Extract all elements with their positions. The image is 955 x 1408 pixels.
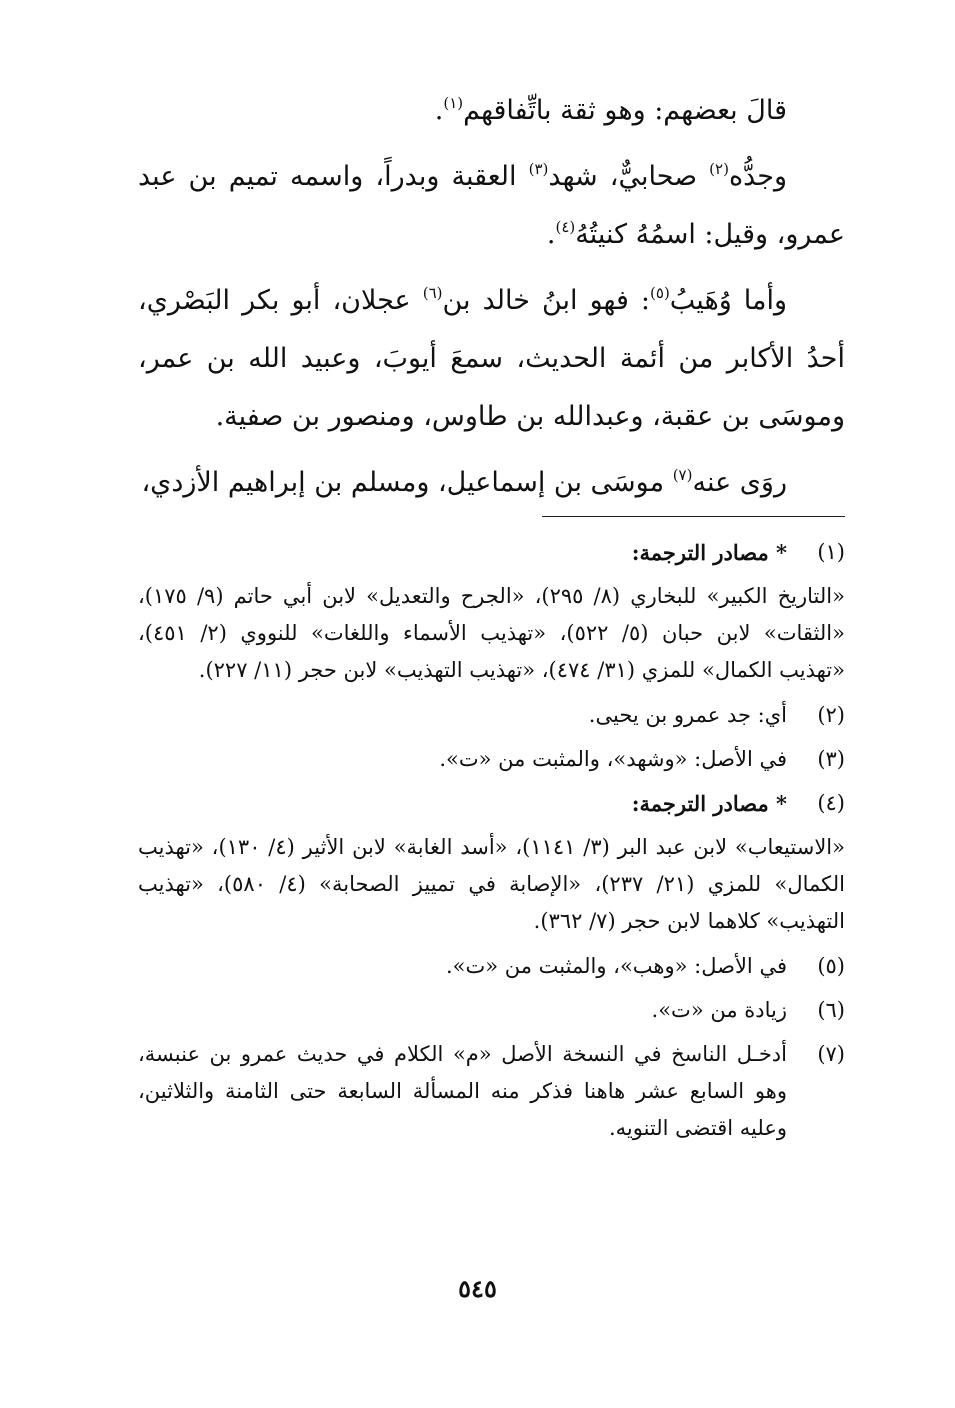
footnote-text: زيادة من «ت».: [651, 998, 787, 1022]
footnote-heading: * مصادر الترجمة:: [631, 791, 787, 816]
text-run: موسَى بن إسماعيل، ومسلم بن إبراهيم الأزدي،: [141, 467, 673, 498]
footnote-4: [138, 785, 845, 822]
text-run: .: [546, 219, 556, 250]
footnote-text: أي: جد عمرو بن يحيى.: [588, 703, 787, 727]
footnote-ref[interactable]: (٢): [709, 160, 729, 178]
text-run: العقبة وبدراً، واسمه تميم بن عبد عمرو، وقيل: اسمُهُ كنيتُهُ: [138, 161, 845, 250]
paragraph-1: [138, 82, 845, 140]
paragraph-2: [138, 148, 845, 264]
footnote-number: (٢): [817, 703, 845, 727]
paragraph-3: [138, 272, 845, 446]
text-run: .: [434, 95, 444, 126]
footnote-ref[interactable]: (١): [443, 94, 464, 112]
footnote-number: (٧): [817, 1042, 845, 1066]
main-text: [138, 82, 845, 520]
footnote-number: (١): [817, 540, 845, 564]
footnote-ref[interactable]: (٥): [650, 284, 670, 302]
footnote-2: [138, 697, 845, 734]
footnote-text: أدخـل الناسخ في النسخة الأصل «م» الكلام في حديث عمرو بن عنبسة، وهو السابع عشر هاهنا فذكر منه المسألة السابعة حتى الثامنة والثلاثين، وعليه اقتضى التنويه.: [138, 1042, 787, 1140]
footnote-5: [138, 948, 845, 985]
footnote-3: [138, 741, 845, 778]
footnote-separator: [542, 516, 845, 517]
text-run: وأما وُهَيبُ: [669, 285, 788, 316]
footnote-heading: * مصادر الترجمة:: [631, 540, 787, 565]
footnote-1: [138, 534, 845, 571]
footnote-1-sources: «التاريخ الكبير» للبخاري (٨/ ٢٩٥)، «الجرح والتعديل» لابن أبي حاتم (٩/ ١٧٥)، «الثقات» لابن حبان (٥/ ٥٢٢)، «تهذيب الأسماء واللغات» للنووي (٢/ ٤٥١)، «تهذيب الكمال» للمزي (٣١/ ٤٧٤)، «تهذيب التهذيب» لابن حجر (١١/ ٢٢٧).: [138, 584, 845, 682]
footnote-ref[interactable]: (٧): [672, 466, 693, 484]
text-run: روَى عنه: [692, 467, 787, 498]
paragraph-4: [138, 454, 845, 512]
page-number: ٥٤٥: [458, 1274, 497, 1303]
text-run: وجدُّه: [728, 161, 787, 192]
footnote-ref[interactable]: (٦): [422, 284, 443, 302]
text-run: قالَ بعضهم: وهو ثقة باتِّفاقهم: [463, 95, 787, 126]
footnote-7: [138, 1036, 845, 1147]
footnote-number: (٥): [817, 954, 845, 978]
footnote-ref[interactable]: (٣): [528, 160, 549, 178]
footnotes: [138, 534, 845, 1154]
footnote-number: (٣): [817, 747, 845, 771]
text-run: عجلان، أبو بكر البَصْري، أحدُ الأكابر من أئمة الحديث، سمعَ أيوبَ، وعبيد الله بن عمر، وموسَى بن عقبة، وعبدالله بن طاوس، ومنصور بن صفية.: [138, 285, 845, 432]
footnote-number: (٦): [817, 998, 845, 1022]
text-run: صحابيٌّ، شهد: [548, 161, 710, 192]
footnote-4-sources: «الاستيعاب» لابن عبد البر (٣/ ١١٤١)، «أسد الغابة» لابن الأثير (٤/ ١٣٠)، «تهذيب الكمال» للمزي (٢١/ ٢٣٧)، «الإصابة في تمييز الصحابة» (٤/ ٥٨٠)، «تهذيب التهذيب» كلاهما لابن حجر (٧/ ٣٦٢).: [138, 835, 845, 933]
footnote-text: في الأصل: «وهب»، والمثبت من «ت».: [445, 954, 787, 978]
text-run: : فهو ابنُ خالد بن: [442, 285, 651, 316]
footnote-6: [138, 992, 845, 1029]
footnote-ref[interactable]: (٤): [555, 218, 576, 236]
footnote-number: (٤): [817, 791, 845, 815]
footnote-text: في الأصل: «وشهد»، والمثبت من «ت».: [439, 747, 787, 771]
